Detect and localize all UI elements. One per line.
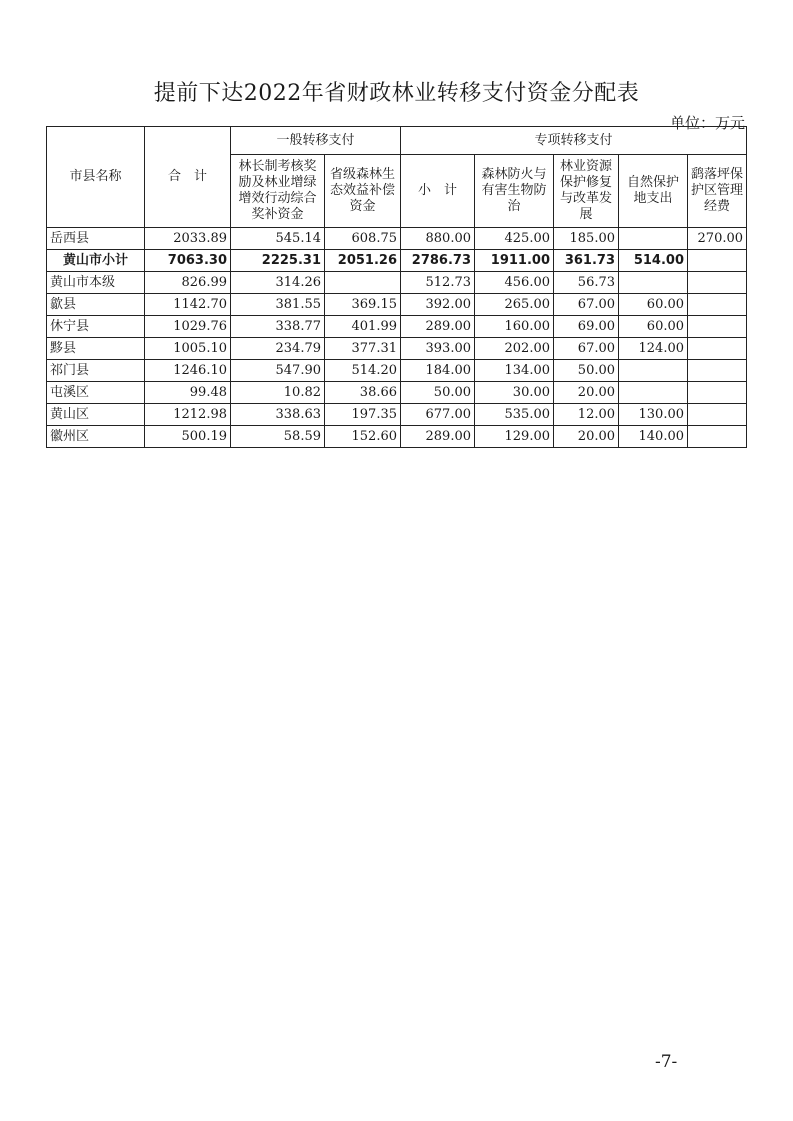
cell-yaoluoping-fund bbox=[688, 272, 747, 294]
cell-total: 1029.76 bbox=[145, 316, 231, 338]
cell-eco-compensation: 38.66 bbox=[325, 382, 401, 404]
cell-forest-chief-award: 10.82 bbox=[231, 382, 325, 404]
cell-fire-pest-control: 425.00 bbox=[475, 228, 554, 250]
header-total: 合 计 bbox=[145, 127, 231, 228]
header-special-transfer: 专项转移支付 bbox=[401, 127, 747, 155]
cell-yaoluoping-fund bbox=[688, 382, 747, 404]
cell-resource-protection: 20.00 bbox=[554, 382, 619, 404]
cell-special-subtotal: 677.00 bbox=[401, 404, 475, 426]
cell-special-subtotal: 2786.73 bbox=[401, 250, 475, 272]
cell-eco-compensation: 197.35 bbox=[325, 404, 401, 426]
cell-fire-pest-control: 202.00 bbox=[475, 338, 554, 360]
row-name: 徽州区 bbox=[47, 426, 145, 448]
cell-special-subtotal: 512.73 bbox=[401, 272, 475, 294]
cell-total: 7063.30 bbox=[145, 250, 231, 272]
table-row-subtotal bbox=[47, 250, 747, 272]
cell-fire-pest-control: 30.00 bbox=[475, 382, 554, 404]
header-special-subtotal: 小 计 bbox=[401, 155, 475, 228]
cell-forest-chief-award: 314.26 bbox=[231, 272, 325, 294]
cell-nature-reserve: 130.00 bbox=[619, 404, 688, 426]
allocation-table bbox=[46, 126, 747, 448]
cell-forest-chief-award: 338.77 bbox=[231, 316, 325, 338]
cell-special-subtotal: 880.00 bbox=[401, 228, 475, 250]
table-row bbox=[47, 316, 747, 338]
header-fire-pest-control: 森林防火与有害生物防治 bbox=[475, 155, 554, 228]
table-row bbox=[47, 272, 747, 294]
cell-resource-protection: 67.00 bbox=[554, 338, 619, 360]
cell-nature-reserve: 60.00 bbox=[619, 294, 688, 316]
cell-resource-protection: 20.00 bbox=[554, 426, 619, 448]
cell-nature-reserve: 60.00 bbox=[619, 316, 688, 338]
cell-total: 826.99 bbox=[145, 272, 231, 294]
row-name: 歙县 bbox=[47, 294, 145, 316]
cell-fire-pest-control: 535.00 bbox=[475, 404, 554, 426]
cell-forest-chief-award: 547.90 bbox=[231, 360, 325, 382]
cell-nature-reserve bbox=[619, 382, 688, 404]
cell-nature-reserve: 140.00 bbox=[619, 426, 688, 448]
cell-yaoluoping-fund bbox=[688, 426, 747, 448]
table-row bbox=[47, 382, 747, 404]
cell-total: 1142.70 bbox=[145, 294, 231, 316]
cell-resource-protection: 67.00 bbox=[554, 294, 619, 316]
cell-fire-pest-control: 134.00 bbox=[475, 360, 554, 382]
row-name: 黟县 bbox=[47, 338, 145, 360]
header-eco-compensation: 省级森林生态效益补偿资金 bbox=[325, 155, 401, 228]
cell-eco-compensation bbox=[325, 272, 401, 294]
cell-eco-compensation: 152.60 bbox=[325, 426, 401, 448]
header-general-transfer: 一般转移支付 bbox=[231, 127, 401, 155]
row-name: 黄山区 bbox=[47, 404, 145, 426]
cell-total: 2033.89 bbox=[145, 228, 231, 250]
row-name: 岳西县 bbox=[47, 228, 145, 250]
cell-special-subtotal: 289.00 bbox=[401, 426, 475, 448]
cell-eco-compensation: 401.99 bbox=[325, 316, 401, 338]
header-resource-protection: 林业资源保护修复与改革发展 bbox=[554, 155, 619, 228]
row-name: 休宁县 bbox=[47, 316, 145, 338]
row-name: 屯溪区 bbox=[47, 382, 145, 404]
page-number: -7- bbox=[655, 1052, 678, 1072]
page-title: 提前下达2022年省财政林业转移支付资金分配表 bbox=[153, 81, 640, 106]
cell-eco-compensation: 514.20 bbox=[325, 360, 401, 382]
cell-total: 1246.10 bbox=[145, 360, 231, 382]
cell-special-subtotal: 50.00 bbox=[401, 382, 475, 404]
cell-forest-chief-award: 338.63 bbox=[231, 404, 325, 426]
cell-resource-protection: 50.00 bbox=[554, 360, 619, 382]
cell-nature-reserve bbox=[619, 360, 688, 382]
cell-eco-compensation: 2051.26 bbox=[325, 250, 401, 272]
cell-forest-chief-award: 545.14 bbox=[231, 228, 325, 250]
cell-resource-protection: 12.00 bbox=[554, 404, 619, 426]
cell-nature-reserve: 514.00 bbox=[619, 250, 688, 272]
cell-forest-chief-award: 58.59 bbox=[231, 426, 325, 448]
cell-yaoluoping-fund bbox=[688, 338, 747, 360]
cell-yaoluoping-fund bbox=[688, 316, 747, 338]
row-name: 黄山市小计 bbox=[47, 250, 145, 272]
cell-eco-compensation: 608.75 bbox=[325, 228, 401, 250]
table-row bbox=[47, 404, 747, 426]
row-name: 黄山市本级 bbox=[47, 272, 145, 294]
cell-fire-pest-control: 1911.00 bbox=[475, 250, 554, 272]
cell-fire-pest-control: 129.00 bbox=[475, 426, 554, 448]
cell-forest-chief-award: 234.79 bbox=[231, 338, 325, 360]
cell-special-subtotal: 184.00 bbox=[401, 360, 475, 382]
cell-nature-reserve bbox=[619, 272, 688, 294]
cell-forest-chief-award: 381.55 bbox=[231, 294, 325, 316]
cell-fire-pest-control: 265.00 bbox=[475, 294, 554, 316]
cell-fire-pest-control: 456.00 bbox=[475, 272, 554, 294]
header-nature-reserve: 自然保护地支出 bbox=[619, 155, 688, 228]
cell-resource-protection: 185.00 bbox=[554, 228, 619, 250]
table-row bbox=[47, 360, 747, 382]
table-row bbox=[47, 426, 747, 448]
table-row bbox=[47, 294, 747, 316]
cell-total: 1212.98 bbox=[145, 404, 231, 426]
cell-yaoluoping-fund: 270.00 bbox=[688, 228, 747, 250]
cell-eco-compensation: 369.15 bbox=[325, 294, 401, 316]
table-row bbox=[47, 338, 747, 360]
cell-special-subtotal: 392.00 bbox=[401, 294, 475, 316]
cell-yaoluoping-fund bbox=[688, 250, 747, 272]
unit-label: 单位：万元 bbox=[669, 114, 745, 132]
cell-resource-protection: 361.73 bbox=[554, 250, 619, 272]
cell-special-subtotal: 289.00 bbox=[401, 316, 475, 338]
cell-total: 1005.10 bbox=[145, 338, 231, 360]
row-name: 祁门县 bbox=[47, 360, 145, 382]
cell-total: 500.19 bbox=[145, 426, 231, 448]
cell-nature-reserve bbox=[619, 228, 688, 250]
header-forest-chief-award: 林长制考核奖励及林业增绿增效行动综合奖补资金 bbox=[231, 155, 325, 228]
cell-eco-compensation: 377.31 bbox=[325, 338, 401, 360]
header-city: 市县名称 bbox=[47, 127, 145, 228]
cell-special-subtotal: 393.00 bbox=[401, 338, 475, 360]
cell-fire-pest-control: 160.00 bbox=[475, 316, 554, 338]
cell-resource-protection: 69.00 bbox=[554, 316, 619, 338]
cell-yaoluoping-fund bbox=[688, 360, 747, 382]
cell-nature-reserve: 124.00 bbox=[619, 338, 688, 360]
table-row bbox=[47, 228, 747, 250]
header-yaoluoping-fund: 鹞落坪保护区管理经费 bbox=[688, 155, 747, 228]
cell-resource-protection: 56.73 bbox=[554, 272, 619, 294]
cell-total: 99.48 bbox=[145, 382, 231, 404]
cell-forest-chief-award: 2225.31 bbox=[231, 250, 325, 272]
cell-yaoluoping-fund bbox=[688, 404, 747, 426]
cell-yaoluoping-fund bbox=[688, 294, 747, 316]
